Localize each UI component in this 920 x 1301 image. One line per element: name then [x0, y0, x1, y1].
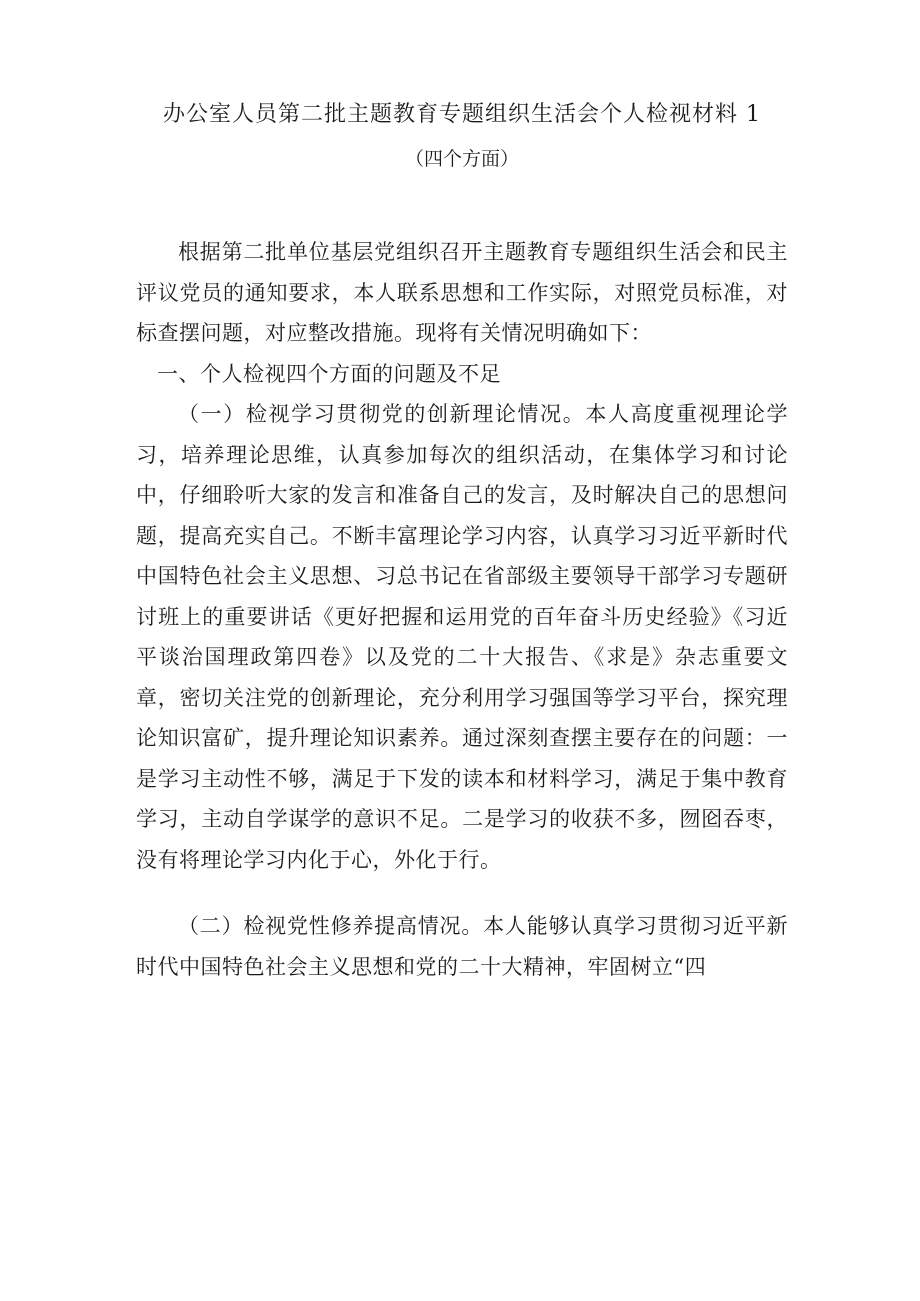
document-title: 办公室人员第二批主题教育专题组织生活会个人检视材料 1 [163, 102, 761, 127]
document-subtitle: （四个方面） [404, 148, 519, 170]
part-2-paragraph: （二）检视党性修养提高情况。本人能够认真学习贯彻习近平新时代中国特色社会主义思想和党的二十大精神，牢固树立“四 [136, 914, 788, 979]
intro-paragraph: 根据第二批单位基层党组织召开主题教育专题组织生活会和民主评议党员的通知要求，本人联系思想和工作实际，对照党员标准，对标查摆问题，对应整改措施。现将有关情况明确如下： [136, 240, 788, 345]
document-body [136, 232, 788, 987]
part-1-paragraph: （一）检视学习贯彻党的创新理论情况。本人高度重视理论学习，培养理论思维，认真参加每次的组织活动，在集体学习和讨论中，仔细聆听大家的发言和准备自己的发言，及时解决自己的思想问题，提高充实自己。不断丰富理论学习内容，认真学习习近平新时代中国特色社会主义思想、习总书记在省部级主要领导干部学习专题研讨班上的重要讲话《更好把握和运用党的百年奋斗历史经验》《习近平谈治国理政第四卷》以及党的二十大报告、《求是》杂志重要文章，密切关注党的创新理论，充分利用学习强国等学习平台，探究理论知识富矿，提升理论知识素养。通过深刻查摆主要存在的问题：一是学习主动性不够，满足于下发的读本和材料学习，满足于集中教育学习，主动自学谋学的意识不足。二是学习的收获不多，囫囵吞枣，没有将理论学习内化于心，外化于行。 [136, 402, 788, 872]
section-heading-1: 一、个人检视四个方面的问题及不足 [157, 361, 501, 386]
